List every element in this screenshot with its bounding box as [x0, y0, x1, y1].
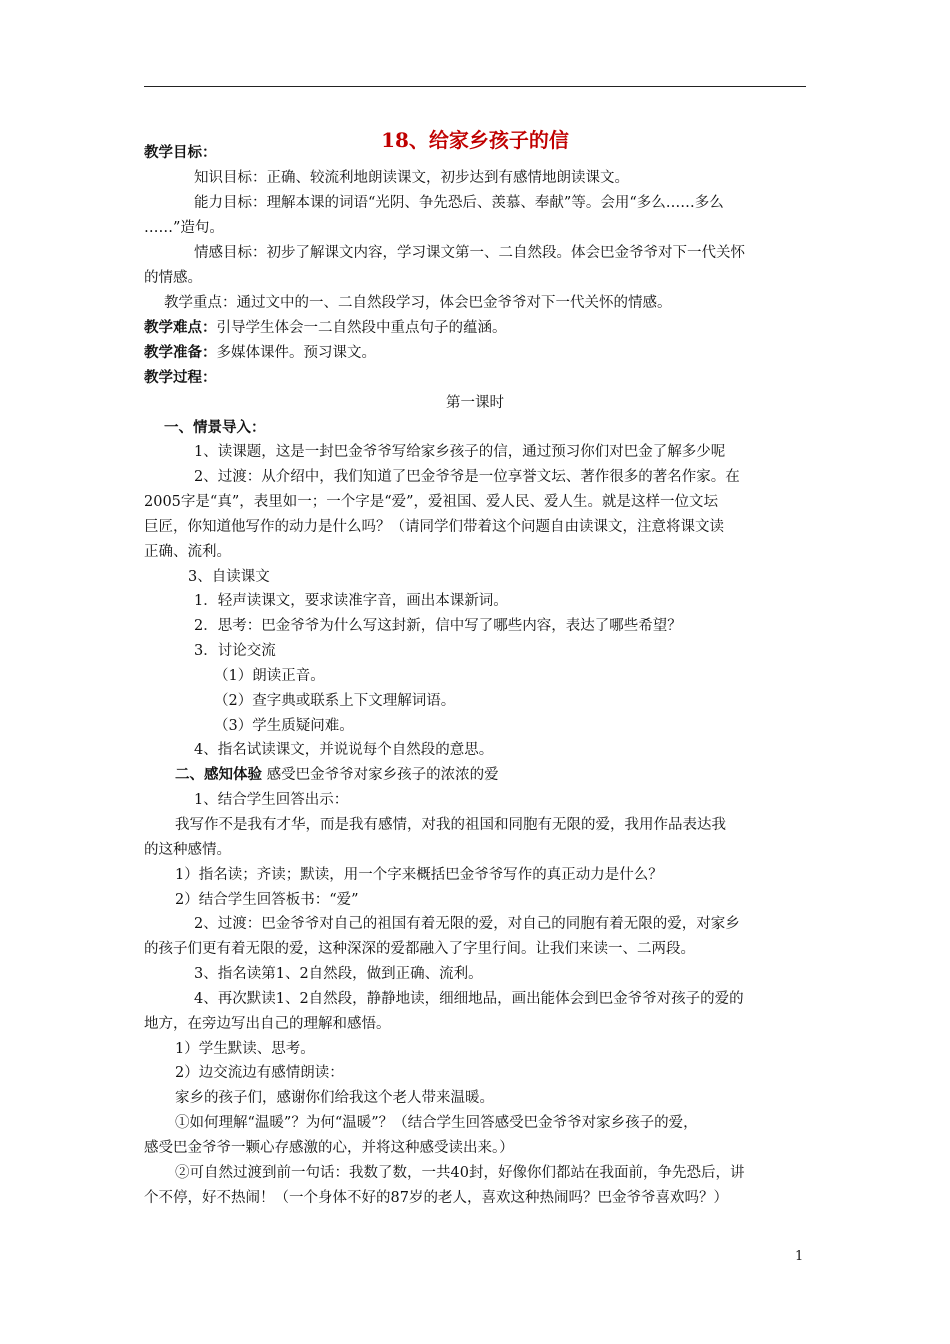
text-line: [194, 914, 740, 934]
text-line: [188, 567, 270, 587]
line-text: 2005字是“真”，表里如一；一个字是“爱”，爱祖国、爱人民、爱人生。就是这样一位文坛: [144, 494, 719, 510]
text-line: [175, 890, 359, 910]
line-text: 2）边交流边有感情朗读：: [175, 1065, 344, 1081]
line-text: 巨匠，你知道他写作的动力是什么吗？（请同学们带着这个问题自由读课文，注意将课文读: [144, 519, 724, 535]
text-line: [175, 815, 726, 835]
text-line: [175, 765, 499, 785]
line-text: （3）学生质疑问难。: [214, 718, 354, 734]
text-line: [194, 616, 682, 636]
line-text: 情感目标：初步了解课文内容，学习课文第一、二自然段。体会巴金爷爷对下一代关怀: [194, 245, 745, 261]
text-line: [144, 318, 507, 338]
text-line: [144, 517, 724, 537]
line-text: ……”造句。: [144, 220, 224, 236]
text-line: [144, 343, 376, 363]
text-line: [194, 641, 276, 661]
text-line: [175, 1039, 315, 1059]
text-line: [214, 716, 354, 736]
line-text: 3．讨论交流: [194, 643, 276, 659]
line-text: 多媒体课件。预习课文。: [216, 345, 376, 361]
text-line: [194, 442, 725, 462]
text-line: [144, 1014, 391, 1034]
text-line: [144, 268, 202, 288]
text-line: [175, 1063, 344, 1083]
line-text: 引导学生体会一二自然段中重点句子的蕴涵。: [216, 320, 507, 336]
line-text: 的孩子们更有着无限的爱，这种深深的爱都融入了字里行间。让我们来读一、二两段。: [144, 941, 695, 957]
line-text: ②可自然过渡到前一句话：我数了数，一共40封，好像你们都站在我面前，争先恐后，讲: [175, 1165, 745, 1181]
text-line: [144, 218, 224, 238]
line-text: （2）查字典或联系上下文理解词语。: [214, 693, 456, 709]
line-text: 3、指名读第1、2自然段，做到正确、流利。: [194, 966, 483, 982]
line-text: 能力目标：理解本课的词语“光阴、争先恐后、羡慕、奉献”等。会用“多么……多么: [194, 195, 724, 211]
line-text: 3、自读课文: [188, 569, 270, 585]
text-line: [175, 1163, 744, 1183]
header-rule: [144, 86, 806, 87]
line-text: 教学重点：通过文中的一、二自然段学习，体会巴金爷爷对下一代关怀的情感。: [164, 295, 672, 311]
line-text: 我写作不是我有才华，而是我有感情，对我的祖国和同胞有无限的爱，我用作品表达我: [175, 817, 726, 833]
line-text: 4、再次默读1、2自然段，静静地读，细细地品，画出能体会到巴金爷爷对孩子的爱的: [194, 991, 744, 1007]
text-line: [194, 790, 348, 810]
text-line: [144, 939, 695, 959]
line-text: 2、过渡：从介绍中，我们知道了巴金爷爷是一位享誉文坛、著作很多的著名作家。在: [194, 469, 740, 485]
line-text: 的这种感情。: [144, 842, 231, 858]
line-text: 1）学生默读、思考。: [175, 1041, 315, 1057]
section-heading: 教学准备：: [144, 344, 217, 361]
text-line: [144, 1138, 514, 1158]
page-number: 1: [795, 1249, 804, 1264]
section-heading: 教学目标：: [144, 144, 217, 161]
line-text: 2、过渡：巴金爷爷对自己的祖国有着无限的爱，对自己的同胞有着无限的爱，对家乡: [194, 916, 740, 932]
text-line: [194, 740, 493, 760]
line-text: 1、结合学生回答出示：: [194, 792, 349, 808]
line-text: 感受巴金爷爷一颗心存感激的心，并将这种感受读出来。）: [144, 1140, 514, 1156]
line-text: 1．轻声读课文，要求读准字音，画出本课新词。: [194, 593, 508, 609]
text-line: [194, 591, 508, 611]
section-heading: 教学过程：: [144, 369, 217, 386]
line-text: 4、指名试读课文，并说说每个自然段的意思。: [194, 742, 494, 758]
line-text: 地方，在旁边写出自己的理解和感悟。: [144, 1016, 391, 1032]
line-text: 知识目标：正确、较流利地朗读课文，初步达到有感情地朗读课文。: [194, 170, 629, 186]
text-line: [164, 418, 266, 438]
line-text: 个不停，好不热闹！（一个身体不好的87岁的老人，喜欢这种热闹吗？巴金爷爷喜欢吗？）: [144, 1190, 728, 1206]
text-line: [144, 840, 231, 860]
text-line: [144, 492, 718, 512]
line-text: 的情感。: [144, 270, 202, 286]
line-text: 正确、流利。: [144, 544, 231, 560]
section-heading: 二、感知体验: [175, 766, 262, 783]
document-title: 18、给家乡孩子的信: [381, 128, 569, 152]
line-text: ①如何理解“温暖”？为何“温暖”？（结合学生回答感受巴金爷爷对家乡孩子的爱，: [175, 1115, 698, 1131]
line-text: 家乡的孩子们，感谢你们给我这个老人带来温暖。: [175, 1090, 494, 1106]
text-line: [164, 293, 672, 313]
line-text: （1）朗读正音。: [214, 668, 325, 684]
section-heading: 一、情景导入：: [164, 419, 266, 436]
text-line: [144, 1188, 728, 1208]
text-line: [144, 143, 217, 163]
text-line: [214, 691, 455, 711]
text-line: [175, 1088, 494, 1108]
text-line: [175, 1113, 698, 1133]
line-text: 1、读课题，这是一封巴金爷爷写给家乡孩子的信，通过预习你们对巴金了解多少呢: [194, 444, 726, 460]
text-line: [0, 393, 950, 413]
text-line: [144, 542, 231, 562]
line-text: 第一课时: [446, 395, 504, 411]
section-heading: 教学难点：: [144, 319, 217, 336]
text-line: [194, 168, 629, 188]
text-line: [144, 368, 217, 388]
text-line: [175, 865, 663, 885]
text-line: [194, 467, 740, 487]
text-line: [194, 964, 483, 984]
line-text: 感受巴金爷爷对家乡孩子的浓浓的爱: [262, 767, 499, 783]
text-line: [194, 989, 744, 1009]
text-line: [194, 243, 745, 263]
text-line: [194, 193, 724, 213]
text-line: [214, 666, 325, 686]
line-text: 2）结合学生回答板书：“爱”: [175, 892, 359, 908]
line-text: 1）指名读；齐读；默读，用一个字来概括巴金爷爷写作的真正动力是什么？: [175, 867, 663, 883]
line-text: 2．思考：巴金爷爷为什么写这封新，信中写了哪些内容，表达了哪些希望？: [194, 618, 682, 634]
